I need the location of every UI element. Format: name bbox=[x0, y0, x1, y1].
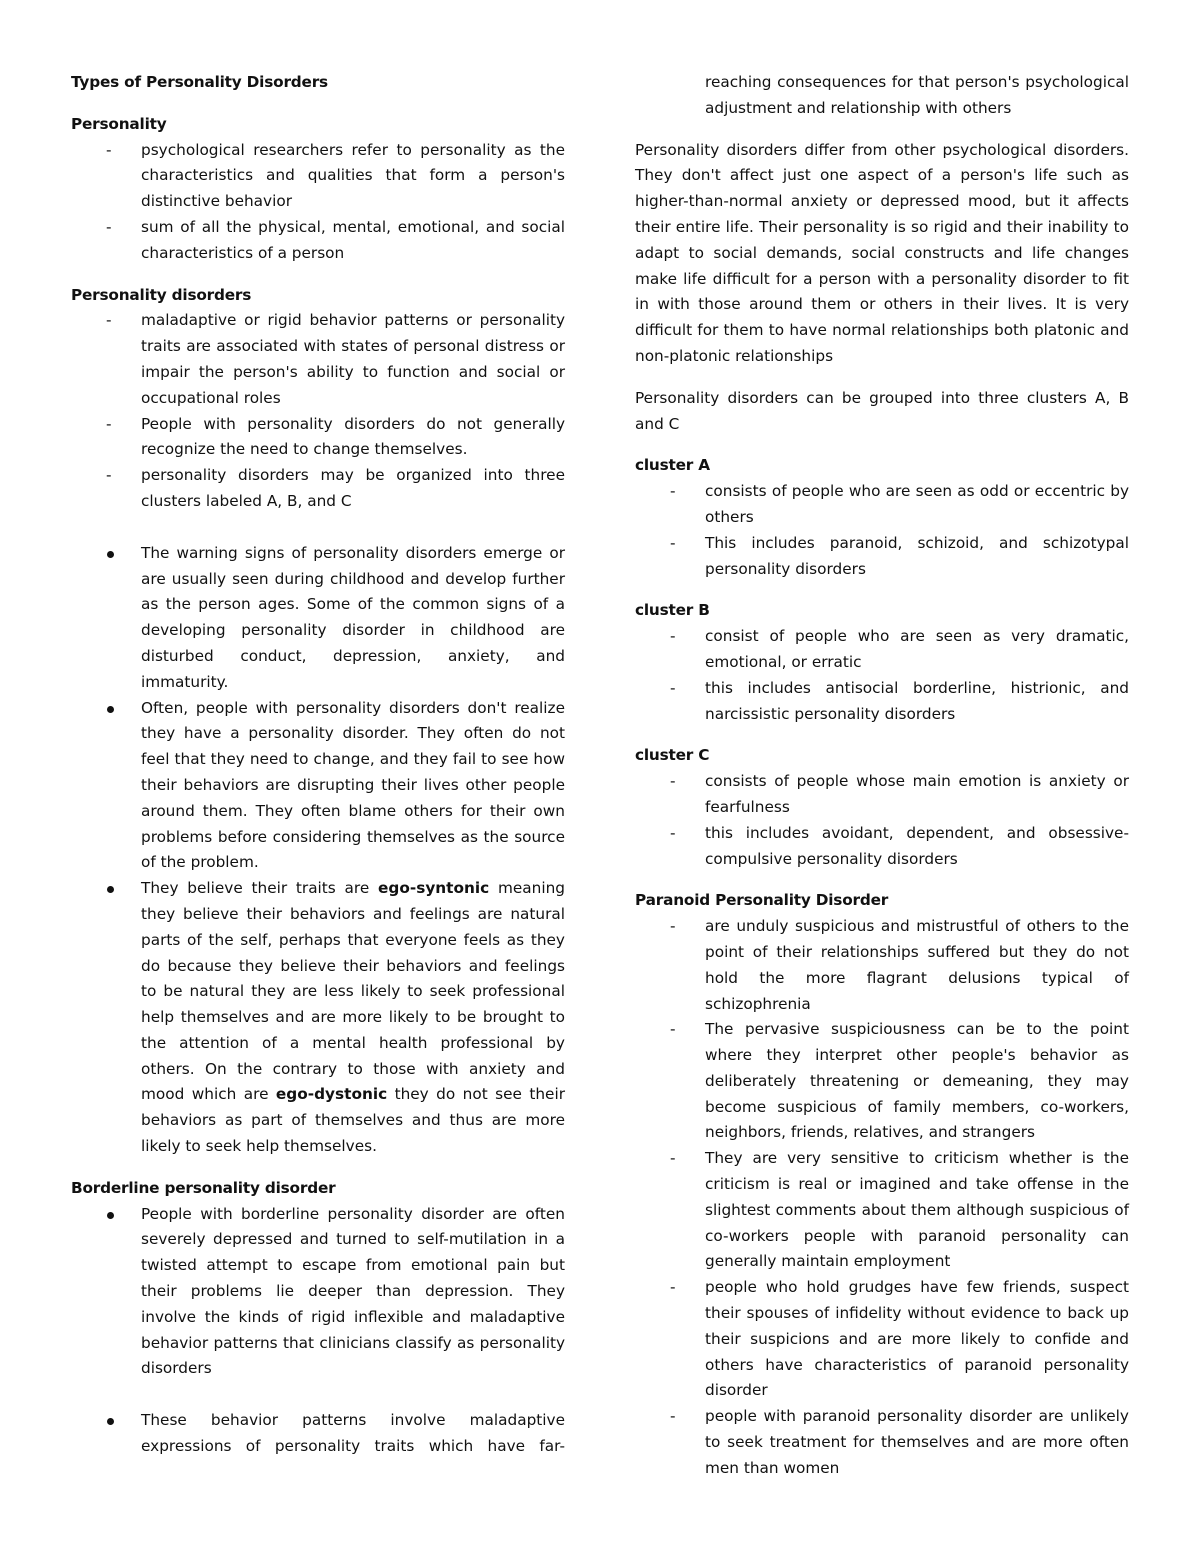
list-item: - They are very sensitive to criticism whether is the criticism is real or imagined and take offense in the slightest comments about them although suspicious of co-workers people with paranoid personality can generally maintain employment bbox=[635, 1146, 1129, 1275]
borderline-heading: Borderline personality disorder bbox=[71, 1178, 336, 1197]
list-item: - consists of people whose main emotion is anxiety or fearfulness bbox=[635, 769, 1129, 821]
list-item: - people who hold grudges have few friends, suspect their spouses of infidelity without evidence to back up their suspicions and are more likely to confide and others have characteristics of paranoid personality disorder bbox=[635, 1275, 1129, 1404]
continued-bullet-text: reaching consequences for that person's psychological adjustment and relationship with others bbox=[705, 73, 1129, 117]
list-item: - consists of people who are seen as odd or eccentric by others bbox=[635, 479, 1129, 531]
cluster-b-list bbox=[635, 624, 1129, 727]
term-ego-syntonic: ego-syntonic bbox=[378, 879, 490, 898]
list-item: - psychological researchers refer to personality as the characteristics and qualities that form a person's distinctive behavior bbox=[71, 138, 565, 215]
cluster-a-heading: cluster A bbox=[635, 456, 710, 475]
bullet-item-ego-syntonic bbox=[71, 876, 565, 1160]
personality-disorders-heading: Personality disorders bbox=[71, 285, 252, 304]
list-item: - maladaptive or rigid behavior patterns or personality traits are associated with states of personal distress or impair the person's ability to function and social or occupational roles bbox=[71, 308, 565, 411]
bullet-text: they do not see their behaviors as part of themselves and thus are more likely to seek help themselves. bbox=[141, 1085, 566, 1156]
paragraph: Personality disorders differ from other psychological disorders. They don't affect just one aspect of a person's life such as higher-than-normal anxiety or depressed mood, but it affects their entire life. Their personality is so rigid and their inability to adapt to social demands, social constructs and life changes make life difficult for a person with a personality disorder to fit in with those around them or others in their lives. It is very difficult for them to have normal relationships both platonic and non-platonic relationships bbox=[635, 140, 1129, 365]
personality-disorders-list bbox=[71, 308, 565, 514]
list-item: - people with paranoid personality disorder are unlikely to seek treatment for themselves and are more often men than women bbox=[635, 1404, 1129, 1481]
cluster-c-heading: cluster C bbox=[635, 746, 710, 765]
paranoid-list bbox=[635, 914, 1129, 1482]
list-item: - this includes avoidant, dependent, and obsessive-compulsive personality disorders bbox=[635, 821, 1129, 873]
list-item: - sum of all the physical, mental, emotional, and social characteristics of a person bbox=[71, 215, 565, 267]
personality-list bbox=[71, 138, 565, 267]
list-item: - The pervasive suspiciousness can be to the point where they interpret other people's behavior as deliberately threatening or demeaning, they may become suspicious of family members, co-workers, neighbors, friends, relatives, and strangers bbox=[635, 1017, 1129, 1146]
document-title: Types of Personality Disorders bbox=[71, 73, 328, 91]
bullet-text: meaning they believe their behaviors and feelings are natural parts of the self, perhaps that everyone feels as they do because they believe their behaviors and feelings to be natural they are less likely to seek professional help themselves and are more likely to be brought to the attention of a mental health professional by others. On the contrary to those with anxiety and mood which are bbox=[141, 879, 565, 1104]
list-item: - personality disorders may be organized into three clusters labeled A, B, and C bbox=[71, 463, 565, 515]
personality-heading: Personality bbox=[71, 114, 167, 133]
bullet-item: People with borderline personality disorder are often severely depressed and turned to self-mutilation in a twisted attempt to escape from emotional pain but their problems lie deeper than depression. They involve the kinds of rigid inflexible and maladaptive behavior patterns that clinicians classify as personality disorders bbox=[71, 1202, 565, 1383]
paragraph: Personality disorders can be grouped into three clusters A, B and C bbox=[635, 388, 1129, 433]
cluster-a-list bbox=[635, 479, 1129, 582]
bullet-item: The warning signs of personality disorders emerge or are usually seen during childhood and develop further as the person ages. Some of the common signs of a developing personality disorder in childhood are disturbed conduct, depression, anxiety, and immaturity. bbox=[71, 541, 565, 696]
right-column bbox=[635, 70, 1129, 1482]
term-ego-dystonic: ego-dystonic bbox=[275, 1085, 388, 1104]
bullet-item: These behavior patterns involve maladaptive expressions of personality traits which have far- bbox=[71, 1408, 565, 1460]
list-item: - consist of people who are seen as very dramatic, emotional, or erratic bbox=[635, 624, 1129, 676]
cluster-b-heading: cluster B bbox=[635, 601, 710, 620]
cluster-c-list bbox=[635, 769, 1129, 872]
left-column bbox=[71, 70, 565, 1460]
list-item: - This includes paranoid, schizoid, and schizotypal personality disorders bbox=[635, 531, 1129, 583]
bullet-item: Often, people with personality disorders don't realize they have a personality disorder. They often do not feel that they need to change, and they fail to see how their behaviors are disrupting their lives other people around them. They often blame others for their own problems before considering themselves as the source of the problem. bbox=[71, 696, 565, 877]
warning-signs-bullets bbox=[71, 541, 565, 1160]
list-item: - this includes antisocial borderline, histrionic, and narcissistic personality disorders bbox=[635, 676, 1129, 728]
borderline-bullets bbox=[71, 1202, 565, 1460]
list-item: - are unduly suspicious and mistrustful of others to the point of their relationships suffered but they do not hold the more flagrant delusions typical of schizophrenia bbox=[635, 914, 1129, 1017]
spacer bbox=[71, 1382, 565, 1408]
paranoid-heading: Paranoid Personality Disorder bbox=[635, 891, 889, 910]
spacer bbox=[71, 515, 565, 541]
bullet-text: They believe their traits are bbox=[141, 879, 379, 898]
list-item: - People with personality disorders do not generally recognize the need to change themselves. bbox=[71, 412, 565, 464]
